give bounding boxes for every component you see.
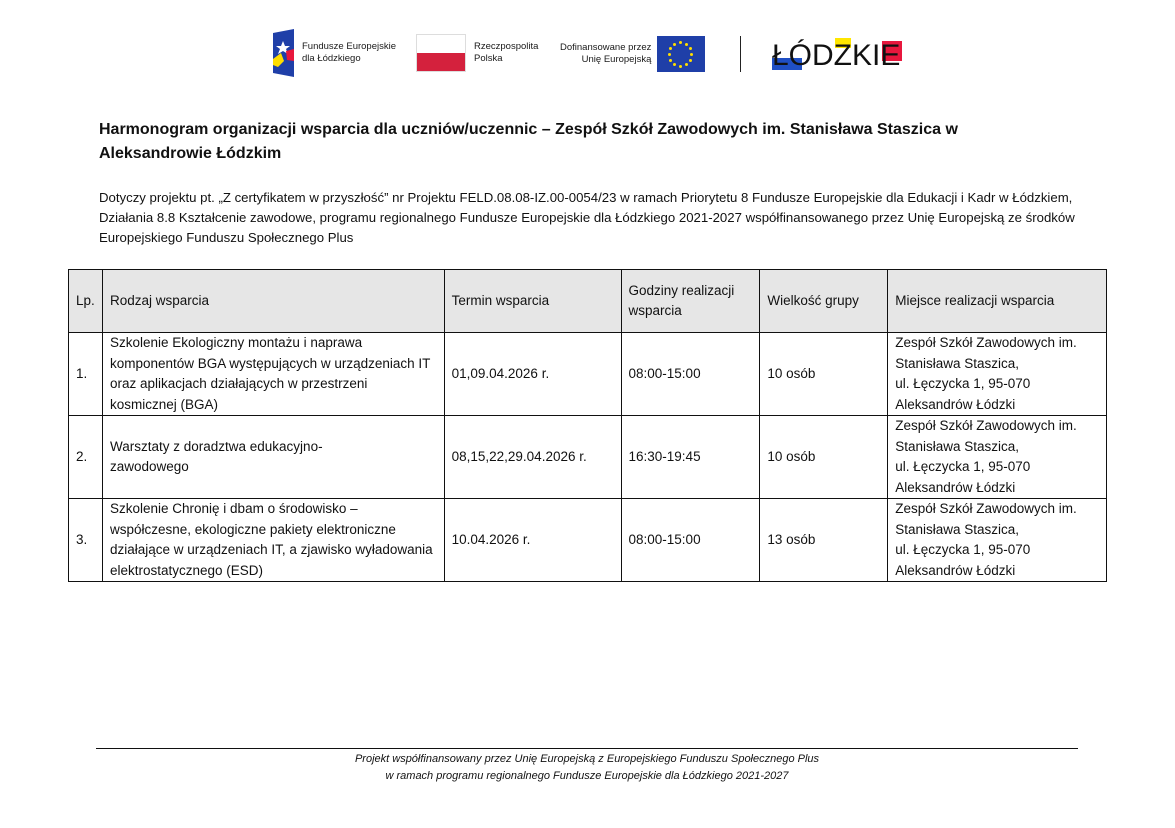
logo-fundusze-europejskie (270, 28, 396, 78)
header-wielkosc-grupy: Wielkość grupy (760, 270, 888, 333)
cell-termin: 01,09.04.2026 r. (444, 333, 621, 416)
polish-flag-icon (416, 34, 466, 72)
footer (96, 751, 1078, 785)
pl-logo-line2: Polska (474, 53, 503, 64)
cell-termin: 10.04.2026 r. (444, 499, 621, 582)
eu-logo-line2: Unię Europejską (581, 54, 652, 65)
fe-star-icon (270, 29, 296, 77)
cell-grupa: 10 osób (760, 333, 888, 416)
cell-lp: 3. (69, 499, 103, 582)
table-header-row (69, 270, 1107, 333)
lodzkie-wordmark: ŁÓDZKIE (772, 39, 901, 72)
cell-grupa: 10 osób (760, 416, 888, 499)
eu-logo-line1: Dofinansowane przez (560, 42, 652, 53)
header-rodzaj-wsparcia: Rodzaj wsparcia (102, 270, 444, 333)
pl-logo-line1: Rzeczpospolita (474, 41, 539, 52)
schedule-table (68, 269, 1107, 582)
cell-godziny: 08:00-15:00 (621, 499, 760, 582)
header-miejsce-realizacji: Miejsce realizacji wsparcia (888, 270, 1107, 333)
cell-rodzaj: Szkolenie Chronię i dbam o środowisko – współczesne, ekologiczne pakiety elektroniczne działające w urządzeniach IT, a zjawisko wyładowania elektrostatycznego (ESD) (102, 499, 444, 582)
logo-unia-europejska (560, 36, 705, 72)
cell-rodzaj: Szkolenie Ekologiczny montażu i naprawa komponentów BGA występujących w urządzeniach IT oraz aplikacjach działających w przestrzeni kosmicznej (BGA) (102, 333, 444, 416)
cell-lp: 2. (69, 416, 103, 499)
document-title: Harmonogram organizacji wsparcia dla uczniów/uczennic – Zespół Szkół Zawodowych im. Stanisława Staszica w Aleksandrowie Łódzkim (99, 121, 958, 162)
header-termin-wsparcia: Termin wsparcia (444, 270, 621, 333)
logo-bar (270, 28, 910, 78)
footer-divider (96, 748, 1078, 749)
table-row (69, 499, 1107, 582)
cell-godziny: 08:00-15:00 (621, 333, 760, 416)
cell-miejsce: Zespół Szkół Zawodowych im. Stanisława Staszica, ul. Łęczycka 1, 95-070 Aleksandrów Łódzki (888, 499, 1107, 582)
header-lp: Lp. (69, 270, 103, 333)
project-description: Dotyczy projektu pt. „Z certyfikatem w przyszłość” nr Projektu FELD.08.08-IZ.00-0054/23 w ramach Priorytetu 8 Fundusze Europejskie dla Edukacji i Kadr w Łódzkiem, Działania 8.8 Kształcenie zawodowe, programu regionalnego Fundusze Europejskie dla Łódzkiego 2021-2027 współfinansowanego przez Unię Europejską ze środków Europejskiego Funduszu Społecznego Plus (99, 190, 1075, 245)
cell-lp: 1. (69, 333, 103, 416)
logo-separator (740, 36, 741, 72)
footer-line2: w ramach programu regionalnego Fundusze Europejskie dla Łódzkiego 2021-2027 (385, 770, 789, 782)
table-row (69, 333, 1107, 416)
header-godziny-realizacji: Godziny realizacji wsparcia (621, 270, 760, 333)
logo-rzeczpospolita-polska (416, 34, 538, 72)
cell-miejsce: Zespół Szkół Zawodowych im. Stanisława Staszica, ul. Łęczycka 1, 95-070 Aleksandrów Łódzki (888, 416, 1107, 499)
cell-godziny: 16:30-19:45 (621, 416, 760, 499)
logo-lodzkie (772, 38, 902, 74)
cell-miejsce: Zespół Szkół Zawodowych im. Stanisława Staszica, ul. Łęczycka 1, 95-070 Aleksandrów Łódzki (888, 333, 1107, 416)
fe-logo-line2: dla Łódzkiego (302, 53, 361, 64)
cell-termin: 08,15,22,29.04.2026 r. (444, 416, 621, 499)
fe-logo-line1: Fundusze Europejskie (302, 41, 396, 52)
table-row (69, 416, 1107, 499)
footer-line1: Projekt współfinansowany przez Unię Europejską z Europejskiego Funduszu Społecznego Plus (354, 753, 820, 765)
cell-rodzaj: Warsztaty z doradztwa edukacyjno-zawodowego (102, 416, 444, 499)
eu-flag-icon (657, 36, 705, 72)
cell-grupa: 13 osób (760, 499, 888, 582)
